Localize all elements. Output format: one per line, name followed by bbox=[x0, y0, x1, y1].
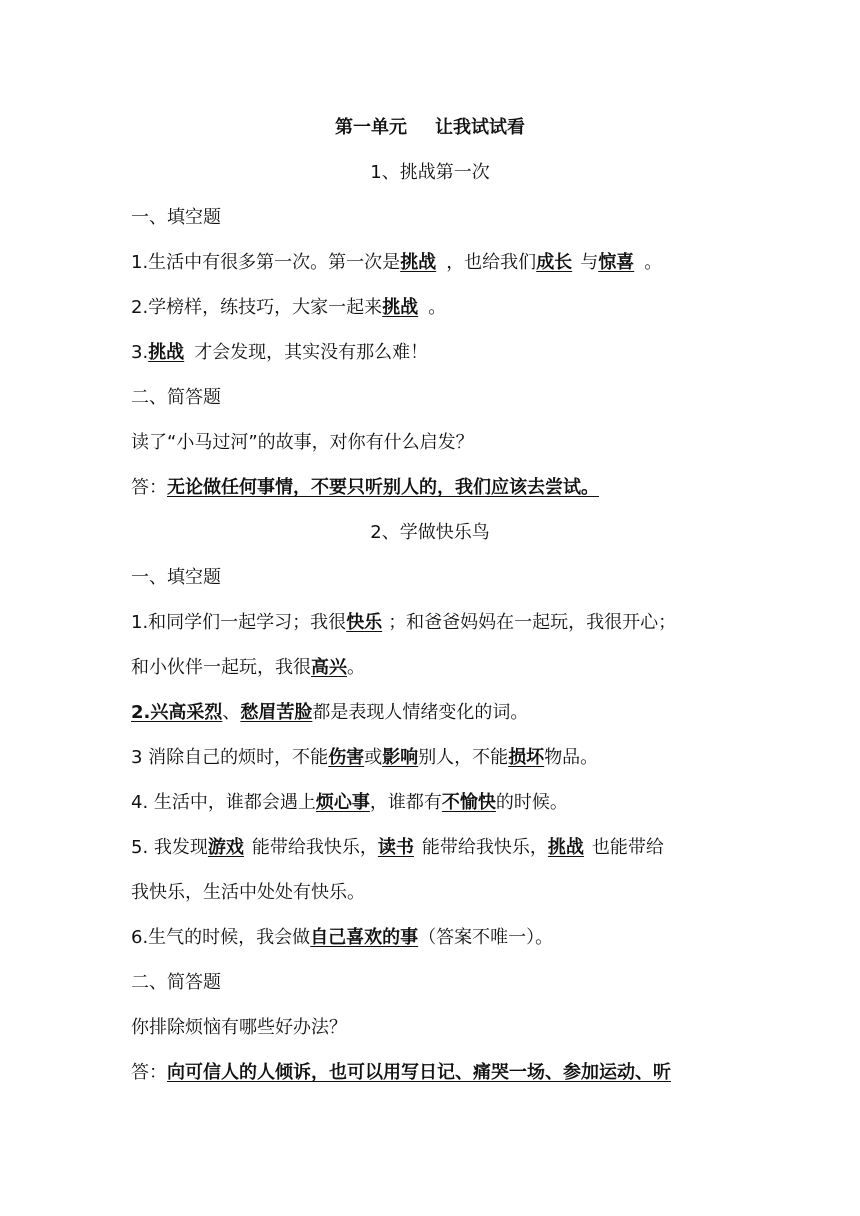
lesson2-q5 bbox=[131, 835, 731, 861]
lesson1-title: 1、挑战第一次 bbox=[370, 162, 490, 183]
q-text: 能带给我快乐， bbox=[251, 837, 378, 858]
q-text: 都是表现人情绪变化的词。 bbox=[312, 702, 529, 723]
answer-blank: 伤害 bbox=[328, 747, 365, 768]
q-text: 1.和同学们一起学习；我很 bbox=[131, 612, 347, 633]
lesson1-answer bbox=[131, 475, 731, 501]
q-text: （答案不唯一）。 bbox=[418, 927, 554, 948]
lesson2-q1 bbox=[131, 610, 731, 636]
q-text: 。 bbox=[428, 297, 447, 318]
q-text: 、 bbox=[222, 702, 241, 723]
answer-blank: 愁眉苦脸 bbox=[240, 702, 313, 723]
q-text: 6.生气的时候，我会做 bbox=[131, 927, 311, 948]
lesson2-q3 bbox=[131, 745, 731, 771]
lesson2-q1-cont bbox=[131, 655, 731, 681]
lesson2-q6 bbox=[131, 925, 731, 951]
answer-text: 无论做任何事情，不要只听别人的，我们应该去尝试。 bbox=[167, 477, 599, 498]
lesson2-q5-cont: 我快乐，生活中处处有快乐。 bbox=[131, 882, 365, 903]
answer-prefix: 答： bbox=[131, 1062, 167, 1083]
answer-blank: 不愉快 bbox=[441, 792, 496, 813]
q-text: 别人，不能 bbox=[418, 747, 509, 768]
q-text: 才会发现，其实没有那么难！ bbox=[194, 342, 429, 363]
answer-blank: 游戏 bbox=[207, 837, 244, 858]
q-text: 和小伙伴一起玩，我很 bbox=[131, 657, 311, 678]
q-text: 5. 我发现 bbox=[131, 837, 208, 858]
q-text: 的时候。 bbox=[495, 792, 568, 813]
lesson1-q3 bbox=[131, 340, 731, 366]
q-text: 4. 生活中，谁都会遇上 bbox=[131, 792, 316, 813]
q-text: 也能带给 bbox=[591, 837, 664, 858]
lesson2-answer bbox=[131, 1060, 731, 1086]
answer-blank: 烦心事 bbox=[315, 792, 370, 813]
q-text: 3. bbox=[131, 342, 149, 363]
lesson1-question: 读了“小马过河”的故事，对你有什么启发？ bbox=[131, 432, 474, 453]
lesson2-q4 bbox=[131, 790, 731, 816]
q-text: 。 bbox=[644, 252, 663, 273]
lesson1-section2-heading: 二、简答题 bbox=[131, 387, 221, 408]
answer-text: 向可信人的人倾诉，也可以用写日记、痛哭一场、参加运动、听 bbox=[167, 1062, 671, 1083]
q-text: 。 bbox=[347, 657, 365, 678]
answer-blank: 快乐 bbox=[346, 612, 383, 633]
lesson1-section1-heading: 一、填空题 bbox=[131, 207, 221, 228]
answer-blank: 读书 bbox=[377, 837, 414, 858]
answer-prefix: 答： bbox=[131, 477, 167, 498]
q-text: 与 bbox=[580, 252, 599, 273]
answer-blank: 自己喜欢的事 bbox=[310, 927, 419, 948]
unit-title-part1: 第一单元 bbox=[335, 117, 407, 138]
q-text: ，也给我们 bbox=[446, 252, 537, 273]
unit-title-part2: 让我试试看 bbox=[435, 117, 525, 138]
answer-blank: 挑战 bbox=[382, 297, 419, 318]
lesson2-question: 你排除烦恼有哪些好办法？ bbox=[131, 1017, 347, 1038]
answer-blank: 影响 bbox=[382, 747, 419, 768]
q-text: 3 消除自己的烦时，不能 bbox=[131, 747, 329, 768]
q-text: 2.学榜样，练技巧，大家一起来 bbox=[131, 297, 383, 318]
answer-blank: 高兴 bbox=[311, 657, 347, 678]
answer-blank: 2.兴高采烈 bbox=[131, 702, 223, 723]
answer-blank: 成长 bbox=[536, 252, 573, 273]
q-text: ；和爸爸妈妈在一起玩，我很开心； bbox=[388, 612, 677, 633]
q-text: 物品。 bbox=[544, 747, 599, 768]
lesson2-section1-heading: 一、填空题 bbox=[131, 567, 221, 588]
answer-blank: 挑战 bbox=[148, 342, 185, 363]
answer-blank: 挑战 bbox=[547, 837, 584, 858]
lesson2-section2-heading: 二、简答题 bbox=[131, 972, 221, 993]
q-text: ，谁都有 bbox=[369, 792, 442, 813]
q-text: 1.生活中有很多第一次。第一次是 bbox=[131, 252, 401, 273]
unit-title bbox=[0, 115, 860, 141]
answer-blank: 损坏 bbox=[508, 747, 545, 768]
lesson2-q2 bbox=[131, 700, 731, 726]
answer-blank: 惊喜 bbox=[598, 252, 635, 273]
lesson1-q1 bbox=[131, 250, 731, 276]
lesson1-q2 bbox=[131, 295, 731, 321]
q-text: 能带给我快乐， bbox=[421, 837, 548, 858]
answer-blank: 挑战 bbox=[400, 252, 437, 273]
q-text: 或 bbox=[364, 747, 383, 768]
lesson2-title: 2、学做快乐鸟 bbox=[370, 522, 490, 543]
